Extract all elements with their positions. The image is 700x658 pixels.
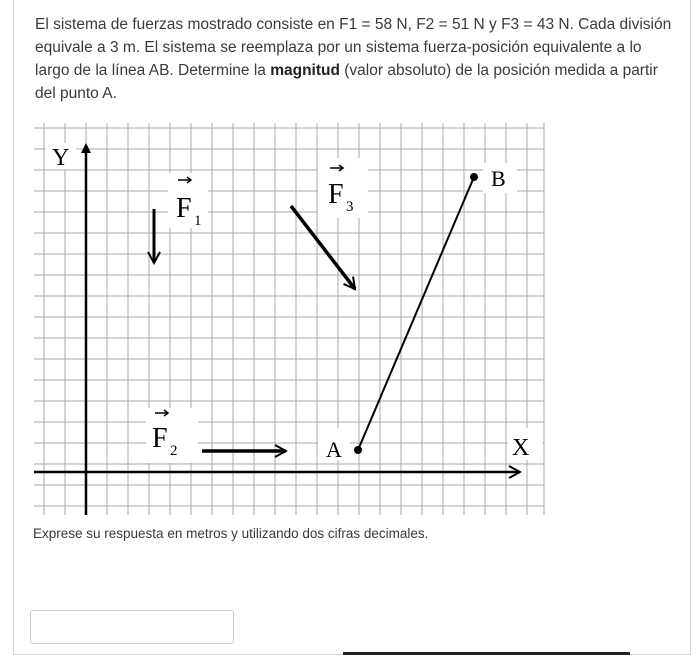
y-axis-label: Y [52, 145, 70, 171]
grid [34, 123, 544, 515]
f2-subscript: 2 [170, 443, 178, 459]
problem-text-part1: El sistema de fuerzas mostrado consiste en F1 = 58 N, F2 = 51 N y F3 = 43 N. Cada división equivale a 3 m. El sistema se reemplaza por un sistema fuerza-posición equivalente a lo largo de la línea AB. Determine la [35, 16, 672, 79]
f3-subscript: 3 [346, 199, 354, 215]
f2-label: F [152, 423, 168, 454]
point-a-label: A [326, 437, 342, 462]
problem-text-bold: magnitud [270, 62, 340, 79]
line-ab [358, 177, 474, 450]
bottom-divider [343, 652, 630, 655]
point-b-label: B [491, 166, 506, 191]
f1-label: F [176, 193, 192, 224]
answer-input[interactable] [30, 610, 234, 644]
point-b-dot [470, 173, 478, 181]
f3-label: F [328, 179, 344, 210]
point-a-dot [354, 446, 362, 454]
instructions-note: Exprese su respuesta en metros y utilizando dos cifras decimales. [33, 526, 429, 541]
f1-subscript: 1 [194, 213, 202, 229]
force-f3-arrow [291, 206, 355, 289]
x-axis-label: X [512, 435, 530, 461]
problem-text-part2: (valor absoluto) de la posición medida a partir del punto A. [35, 62, 658, 102]
problem-statement [35, 13, 675, 105]
force-diagram [28, 123, 558, 518]
